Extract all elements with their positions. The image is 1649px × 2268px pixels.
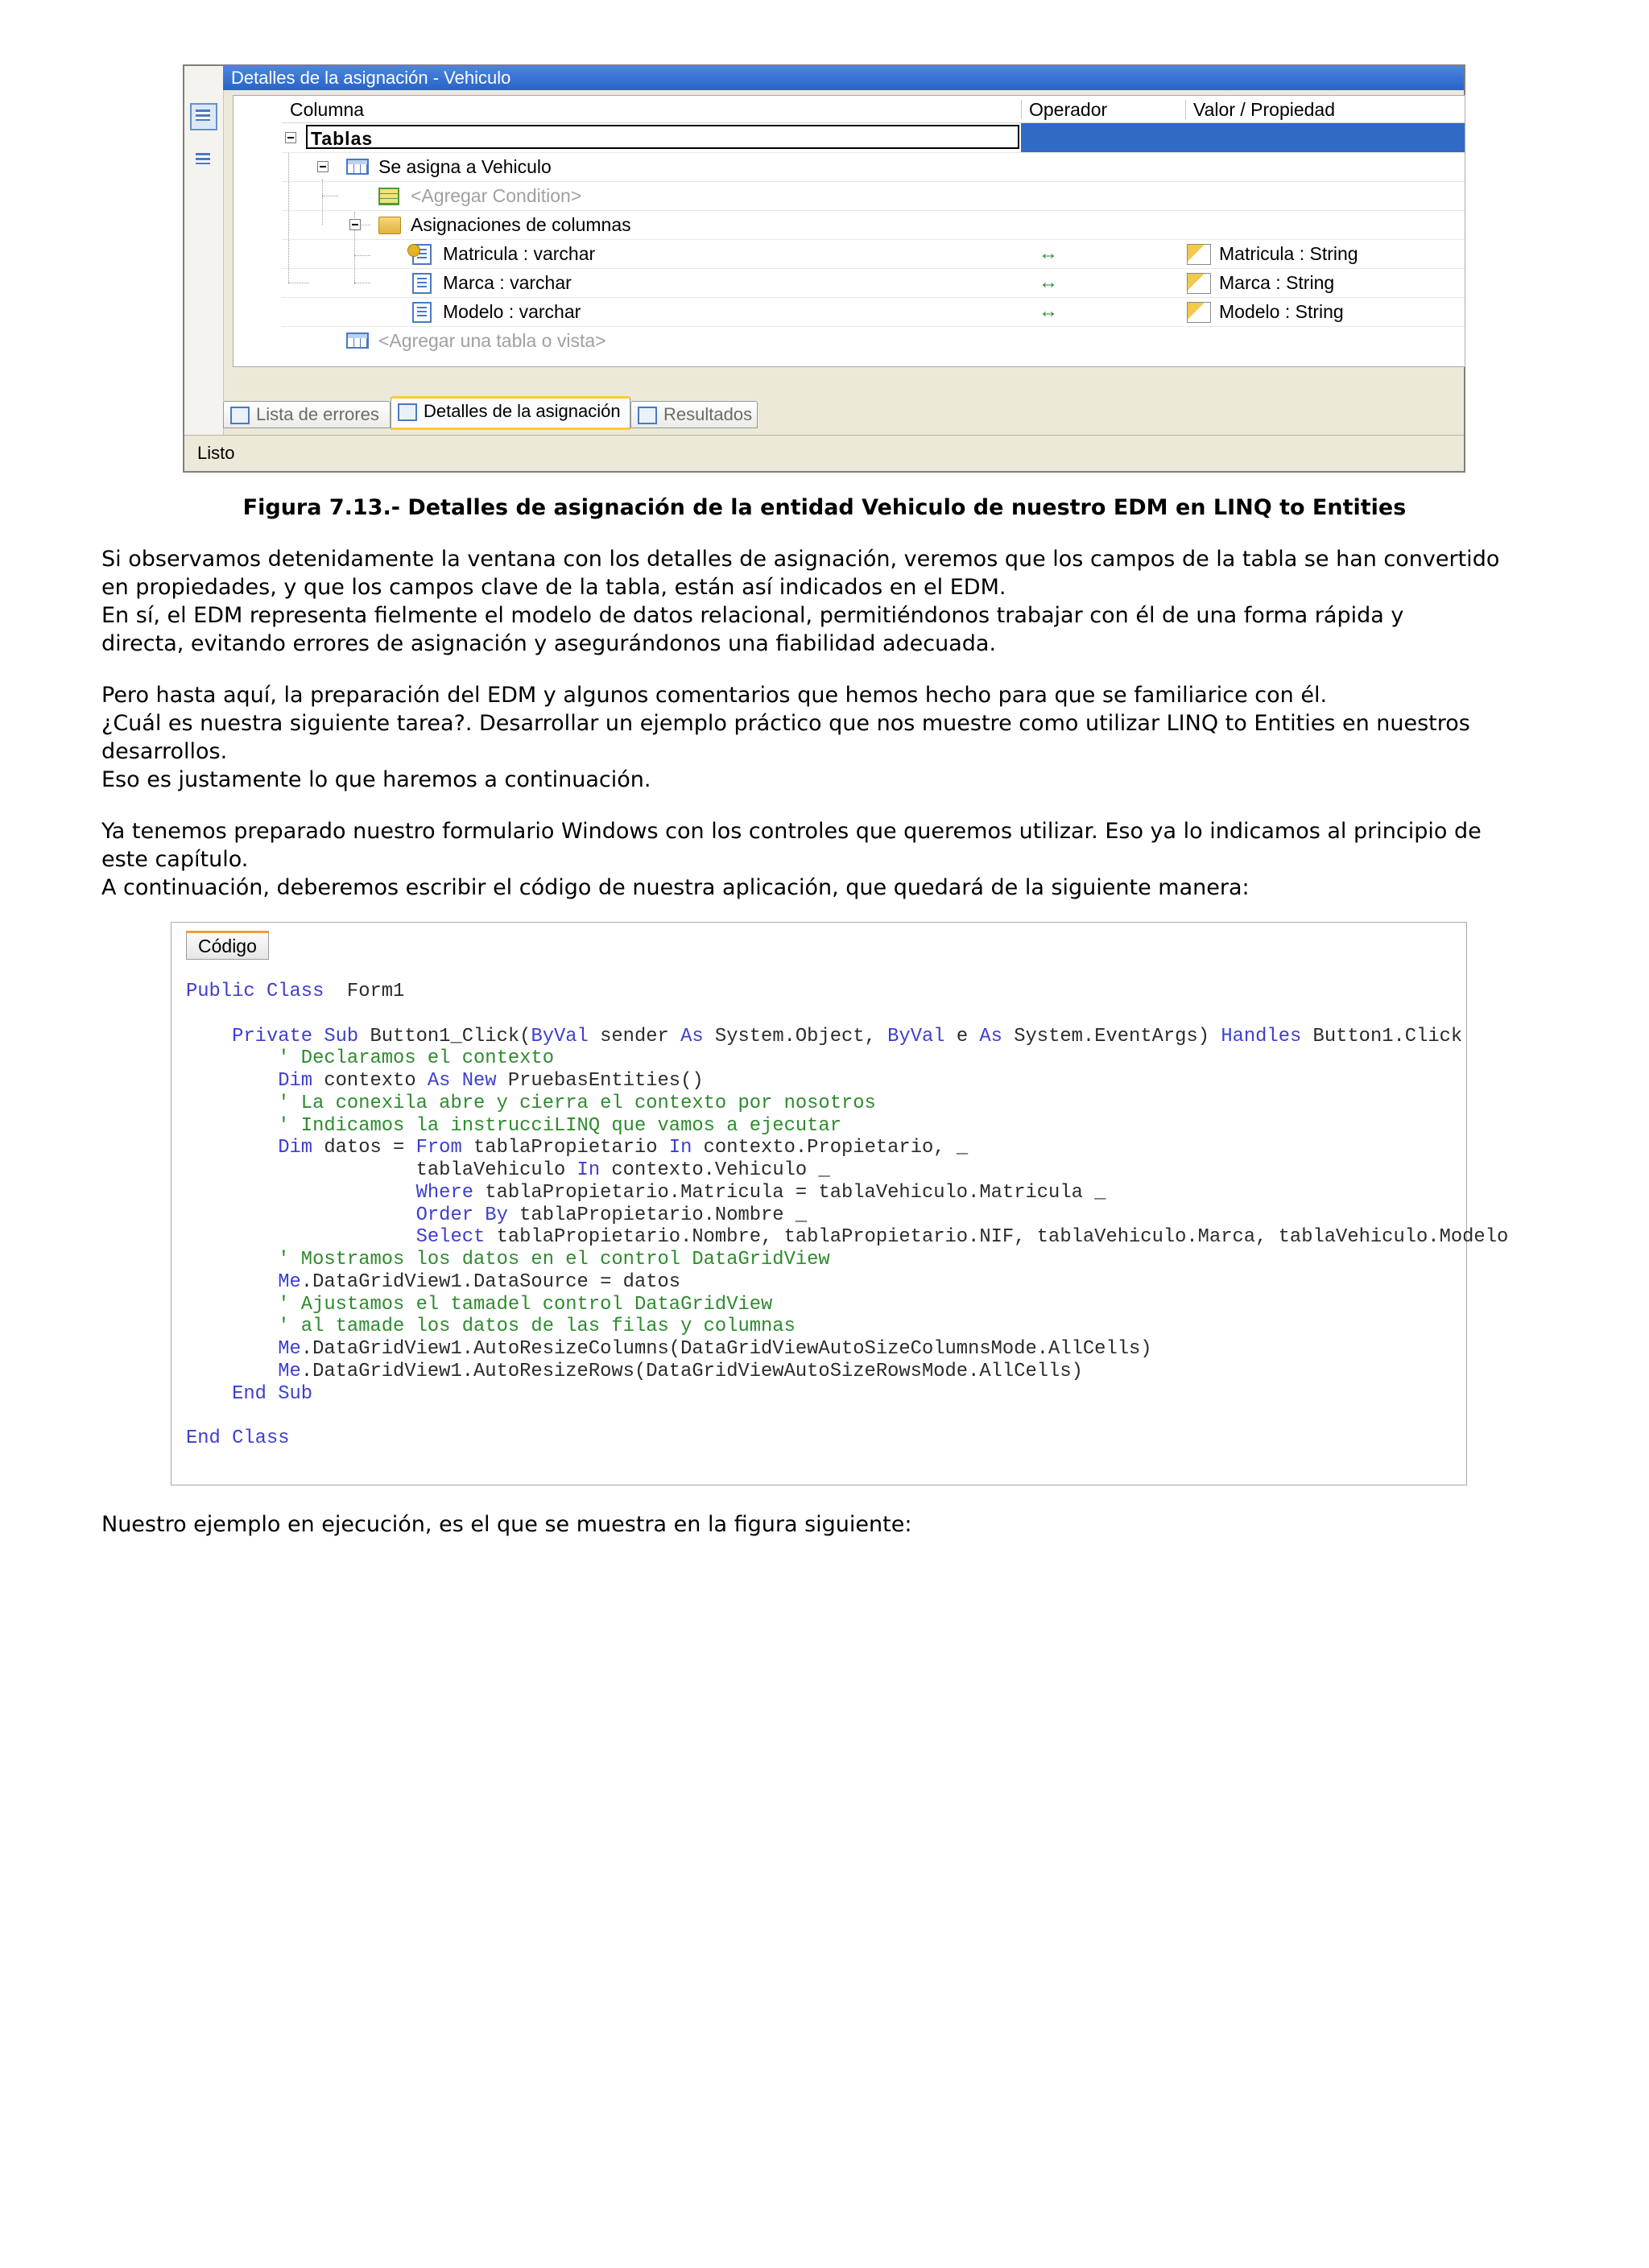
- window-title: Detalles de la asignación - Vehiculo: [223, 66, 1464, 90]
- code-line: [186, 1003, 1508, 1026]
- property-icon: [1187, 273, 1211, 294]
- code-line: Where tablaPropietario.Matricula = tablaVehiculo.Matricula _: [415, 1181, 1106, 1204]
- code-line: Order By tablaPropietario.Nombre _: [415, 1204, 808, 1226]
- figure-caption: Figura 7.13.- Detalles de asignación de la entidad Vehiculo de nuestro EDM en LINQ to Entities: [242, 495, 1407, 520]
- text-line: este capítulo.: [101, 847, 249, 872]
- tab-label: Lista de errores: [256, 404, 379, 424]
- mapping-grid: [233, 95, 1465, 367]
- paragraph-2: [101, 681, 1551, 794]
- column-header-columna[interactable]: Columna: [290, 99, 365, 120]
- tab-error-list[interactable]: [223, 401, 391, 428]
- mapping-operator: ↔: [1039, 271, 1058, 293]
- text-line: en propiedades, y que los campos clave de la tabla, están así indicados en el EDM.: [101, 575, 1006, 600]
- paragraph-4: [101, 1510, 1551, 1539]
- tab-mapping-details[interactable]: [391, 396, 630, 430]
- paragraph-3: [101, 817, 1551, 902]
- text-line: En sí, el EDM representa fielmente el modelo de datos relacional, permitiéndonos trabajar con él de una forma rápida y: [101, 603, 1404, 628]
- code-line: End Sub: [232, 1382, 313, 1405]
- tree-row-add-condition[interactable]: [282, 181, 1465, 211]
- mapping-operator: ↔: [1039, 242, 1058, 264]
- column-mappings-label: Asignaciones de columnas: [411, 214, 631, 235]
- mapping-property[interactable]: Modelo : String: [1219, 301, 1344, 322]
- add-condition-label[interactable]: <Agregar Condition>: [411, 185, 582, 206]
- tree-row-add-table[interactable]: [282, 326, 1465, 355]
- collapse-icon[interactable]: [285, 132, 296, 143]
- code-line: ' Ajustamos el tamadel control DataGridView: [278, 1293, 773, 1316]
- code-line: Dim contexto As New PruebasEntities(): [278, 1070, 704, 1092]
- table-icon: [346, 333, 369, 349]
- text-line: Pero hasta aquí, la preparación del EDM y algunos comentarios que hemos hecho para que se familiarice con él.: [101, 683, 1328, 708]
- text-line: Si observamos detenidamente la ventana con los detalles de asignación, veremos que los campos de la tabla se han convertido: [101, 547, 1500, 572]
- mapping-property[interactable]: Matricula : String: [1219, 243, 1358, 264]
- code-line: Me.DataGridView1.AutoResizeRows(DataGridViewAutoSizeRowsMode.AllCells): [278, 1360, 1083, 1382]
- collapse-icon[interactable]: [317, 161, 329, 172]
- tab-label: Resultados: [663, 404, 753, 424]
- code-block: [171, 922, 1509, 1485]
- code-line: ' al tamade los datos de las filas y columnas: [278, 1316, 796, 1338]
- code-line: End Class: [186, 1427, 290, 1449]
- collapse-icon[interactable]: [349, 219, 361, 230]
- tab-results[interactable]: [630, 401, 758, 428]
- text-line: A continuación, deberemos escribir el código de nuestra aplicación, que quedará de la siguiente manera:: [101, 875, 1250, 900]
- tree-row-maps-to[interactable]: [282, 152, 1465, 182]
- code-line: Dim datos = From tablaPropietario In contexto.Propietario, _: [278, 1137, 969, 1159]
- maps-to-label: Se asigna a Vehiculo: [378, 156, 552, 177]
- text-line: directa, evitando errores de asignación y asegurándonos una fiabilidad adecuada.: [101, 631, 997, 656]
- mapping-column: Modelo : varchar: [443, 301, 581, 322]
- add-table-label[interactable]: <Agregar una tabla o vista>: [378, 330, 606, 351]
- mapping-row[interactable]: [282, 268, 1465, 298]
- folder-icon: [378, 217, 401, 234]
- map-entity-icon[interactable]: [190, 103, 217, 130]
- mapping-operator: ↔: [1039, 300, 1058, 322]
- code-line: Me.DataGridView1.AutoResizeColumns(DataGridViewAutoSizeColumnsMode.AllCells): [278, 1338, 1152, 1360]
- grid-header: [282, 97, 1465, 123]
- code-line: Public Class Form1: [186, 981, 405, 1002]
- mapping-details-icon: [398, 403, 417, 421]
- condition-icon: [378, 188, 399, 205]
- column-icon: [412, 302, 432, 323]
- mapping-column: Matricula : varchar: [443, 243, 596, 264]
- paragraph-1: [101, 545, 1551, 658]
- bottom-tabs: [223, 395, 1464, 433]
- results-icon: [638, 407, 657, 424]
- tab-label: Detalles de la asignación: [424, 401, 621, 421]
- code-line: Me.DataGridView1.DataSource = datos: [278, 1270, 681, 1293]
- code-line: Private Sub Button1_Click(ByVal sender As System.Object, ByVal e As System.EventArgs) Handles Button1.Click: [232, 1025, 1463, 1047]
- tree-row-tables[interactable]: [282, 123, 1465, 153]
- column-icon: [412, 273, 432, 294]
- key-property-icon: [1187, 244, 1211, 265]
- mapping-row[interactable]: [282, 239, 1465, 269]
- status-bar: Listo: [184, 435, 1464, 471]
- mapping-column: Marca : varchar: [443, 272, 572, 293]
- property-icon: [1187, 302, 1211, 323]
- map-function-icon[interactable]: [190, 147, 217, 174]
- code-line: [186, 1405, 1508, 1427]
- tree-row-column-mappings[interactable]: [282, 210, 1465, 240]
- text-line: Ya tenemos preparado nuestro formulario Windows con los controles que queremos utilizar. Eso ya lo indicamos al principio de: [101, 819, 1482, 844]
- tables-label: Tablas: [306, 125, 1019, 149]
- code-listing: [186, 981, 1508, 1450]
- mapping-row[interactable]: [282, 297, 1465, 327]
- error-list-icon: [230, 407, 250, 424]
- text-line: Eso es justamente lo que haremos a continuación.: [101, 767, 651, 792]
- mapping-details-window: [183, 64, 1465, 473]
- column-header-valor[interactable]: Valor / Propiedad: [1193, 99, 1336, 120]
- text-line: ¿Cuál es nuestra siguiente tarea?. Desarrollar un ejemplo práctico que nos muestre como utilizar LINQ to Entities en nuestros: [101, 711, 1470, 736]
- key-icon: [407, 244, 420, 257]
- text-line: Nuestro ejemplo en ejecución, es el que se muestra en la figura siguiente:: [101, 1512, 912, 1537]
- code-line: ' La conexila abre y cierra el contexto por nosotros: [278, 1092, 876, 1114]
- code-line: ' Indicamos la instrucciLINQ que vamos a ejecutar: [278, 1114, 841, 1137]
- column-header-operador[interactable]: Operador: [1029, 99, 1108, 120]
- code-line: ' Mostramos los datos en el control DataGridView: [278, 1249, 830, 1270]
- code-line: ' Declaramos el contexto: [278, 1047, 554, 1070]
- code-line: tablaVehiculo In contexto.Vehiculo _: [186, 1159, 830, 1181]
- code-tab[interactable]: Código: [186, 931, 269, 960]
- table-icon: [346, 159, 369, 175]
- text-line: desarrollos.: [101, 739, 228, 764]
- code-line: Select tablaPropietario.Nombre, tablaPropietario.NIF, tablaVehiculo.Marca, tablaVehiculo.Modelo: [415, 1226, 1509, 1249]
- mapping-property[interactable]: Marca : String: [1219, 272, 1335, 293]
